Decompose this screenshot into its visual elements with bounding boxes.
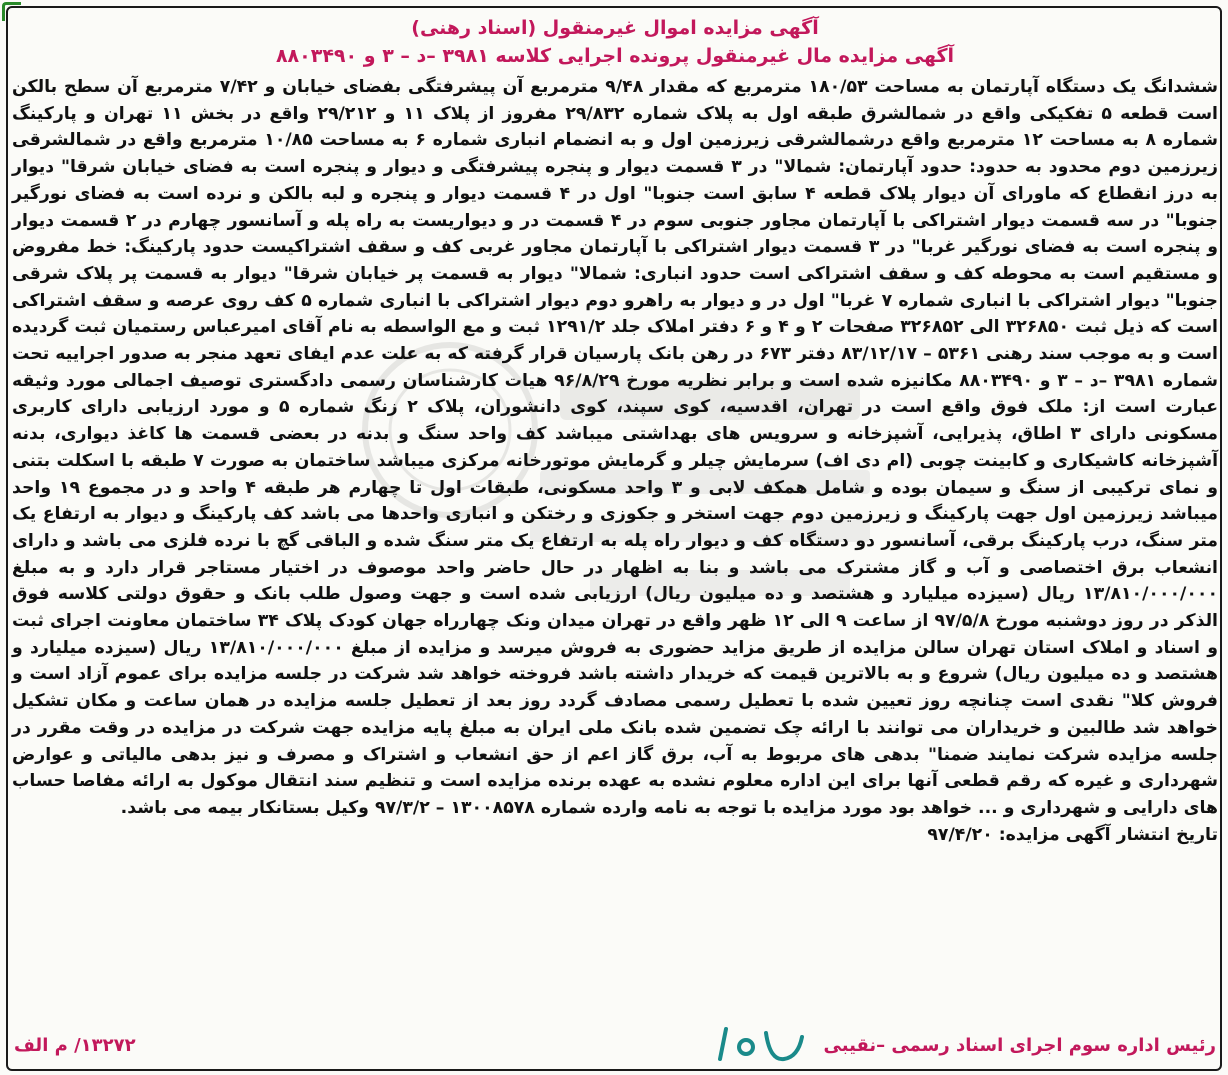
notice-code: ۱۳۲۷۲/ م الف xyxy=(14,1035,136,1056)
notice-title: آگهی مزایده اموال غیرمنقول (اسناد رهنی) xyxy=(411,17,819,39)
publish-date: تاریخ انتشار آگهی مزایده: ۹۷/۴/۲۰ xyxy=(927,824,1218,845)
notice-content xyxy=(12,14,1218,849)
handwritten-number xyxy=(712,1019,812,1067)
notice-body: ششدانگ یک دستگاه آپارتمان به مساحت ۱۸۰/۵۳ مترمربع که مقدار ۹/۴۸ مترمربع آن پیشرفتگی بفضای خیابان و ۷/۴۲ مترمربع آن سطح بالکن است قطعه ۵ تفکیکی واقع در شمالشرق طبقه اول به پلاک شماره ۲۹/۸۳۲ مفروز از پلاک ۱۱ و ۲۹/۲۱۲ واقع در بخش ۱۱ تهران و پارکینگ شماره ۸ به مساحت ۱۲ مترمربع واقع درشمالشرقی زیرزمین اول و به انضمام انباری شماره ۶ به مساحت ۱۰/۸۵ مترمربع واقع در شمالشرقی زیرزمین دوم محدود به حدود: حدود آپارتمان: شمالا" در ۳ قسمت دیوار و پنجره پیشرفتگی و دیوار و پنجره است به فضای خیابان شرقا" دیوار به درز انقطاع که ماورای آن دیوار پلاک قطعه ۴ سابق است جنوبا" اول در ۴ قسمت دیوار و پنجره و لبه بالکن و نرده است به فضای نورگیر جنوبا" در سه قسمت دیوار اشتراکی با آپارتمان مجاور جنوبی سوم در ۴ قسمت در و دیواریست به راه پله و آسانسور چهارم در ۲ قسمت دیوار و پنجره است به فضای نورگیر غربا" در ۳ قسمت دیوار اشتراکی با آپارتمان مجاور غربی کف و سقف اشتراکیست حدود پارکینگ: خط مفروض و مستقیم است به محوطه کف و سقف اشتراکی است حدود انباری: شمالا" دیوار به قسمت پر خیابان شرقا" دیوار به قسمت پر پلاک شرقی جنوبا" دیوار اشتراکی با انباری شماره ۷ غربا" اول در و دیوار به راهرو دوم دیوار اشتراکی با انباری شماره ۵ کف روی عرصه و سقف اشتراکی است که ذیل ثبت ۳۲۶۸۵۰ الی ۳۲۶۸۵۲ صفحات ۲ و ۴ و ۶ دفتر املاک جلد ۱۲۹۱/۲ ثبت و مع الواسطه به نام آقای امیرعباس رستمیان ثبت گردیده است و به موجب سند رهنی ۵۳۶۱ – ۸۳/۱۲/۱۷ دفتر ۶۷۳ در رهن بانک پارسیان قرار گرفته که به علت عدم ایفای تعهد منجر به صدور اجراییه تحت شماره ۳۹۸۱ –د – ۳ و ۸۸۰۳۴۹۰ مکانیزه شده است و برابر نظریه مورخ ۹۶/۸/۲۹ هیات کارشناسان رسمی دادگستری توصیف اجمالی مورد وثیقه عبارت است از: ملک فوق واقع است در تهران، اقدسیه، کوی سپند، کوی دانشوران، پلاک ۲ زنگ شماره ۵ و مورد ارزیابی دارای کاربری مسکونی دارای ۳ اطاق، پذیرایی، آشپزخانه و سرویس های بهداشتی میباشد کف واحد سنگ و بدنه در بعضی قسمت ها کاغذ دیواری، بدنه آشپزخانه کاشیکاری و کابینت چوبی (ام دی اف) سرمایش چیلر و گرمایش موتورخانه مرکزی میباشد ساختمان به صورت ۷ طبقه با اسکلت بتنی و نمای ترکیبی از سنگ و سیمان بوده و شامل همکف لابی و ۳ واحد مسکونی، طبقات اول تا چهارم هر طبقه ۴ واحد و در مجموع ۱۹ واحد میباشد زیرزمین اول جهت پارکینگ و زیرزمین دوم جهت استخر و جکوزی و رختکن و انباری واحدها می باشد کف پارکینگ و دیوار به ارتفاع یک متر سنگ، درب پارکینگ برقی، آسانسور دو دستگاه کف و دیوار راه پله به ارتفاع یک متر سنگ شده و الباقی گچ با نرده فلزی می باشد و دارای انشعاب برق اختصاصی و آب و گاز مشترک می باشد و بنا به اظهار در حال حاضر واحد موصوف در اختیار مستاجر قرار دارد و به مبلغ ۱۳/۸۱۰/۰۰۰/۰۰۰ ریال (سیزده میلیارد و هشتصد و ده میلیون ریال) ارزیابی شده است و جهت وصول طلب بانک و حقوق دولتی کلاسه فوق الذکر در روز دوشنبه مورخ ۹۷/۵/۸ از ساعت ۹ الی ۱۲ ظهر واقع در تهران میدان ونک چهارراه جهان کودک پلاک ۳۴ ساختمان معاونت اجرای ثبت و اسناد و املاک استان تهران سالن مزایده از طریق مزاید حضوری به فروش میرسد و مزایده از مبلغ ۱۳/۸۱۰/۰۰۰/۰۰۰ ریال (سیزده میلیارد و هشتصد و ده میلیون ریال) شروع و به بالاترین قیمت که خریدار داشته باشد فروخته خواهد شد شرکت در جلسه مزایده برای عموم آزاد است و فروش کلا" نقدی است چنانچه روز تعیین شده با تعطیل رسمی مصادف گردد روز بعد از تعطیل جلسه مزایده در همان ساعت و مکان تشکیل خواهد شد طالبین و خریداران می توانند با ارائه چک تضمین شده بانک ملی ایران به مبلغ پایه مزایده جهت شرکت در مزایده در وقت مقرر در جلسه مزایده شرکت نمایند ضمنا" بدهی های مربوط به آب، برق گاز اعم از حق انشعاب و اشتراک و مصرف و نیز بدهی مالیاتی و عوارض شهرداری و غیره که رقم قطعی آنها برای این اداره معلوم نشده به عهده برنده مزایده است و تنظیم سند انتقال موکول به ارائه مفاصا حساب های دارایی و شهرداری و ... خواهد بود مورد مزایده با توجه به نامه وارده شماره ۱۳۰۰۸۵۷۸ – ۹۷/۳/۲ وکیل بستانکار بیمه می باشد. xyxy=(12,77,1219,818)
notice-subtitle: آگهی مزایده مال غیرمنقول پرونده اجرایی کلاسه ۳۹۸۱ –د – ۳ و ۸۸۰۳۴۹۰ xyxy=(275,45,955,67)
notice-footer xyxy=(14,1035,1216,1065)
signature-line: رئیس اداره سوم اجرای اسناد رسمی –نقیبی xyxy=(823,1035,1216,1056)
